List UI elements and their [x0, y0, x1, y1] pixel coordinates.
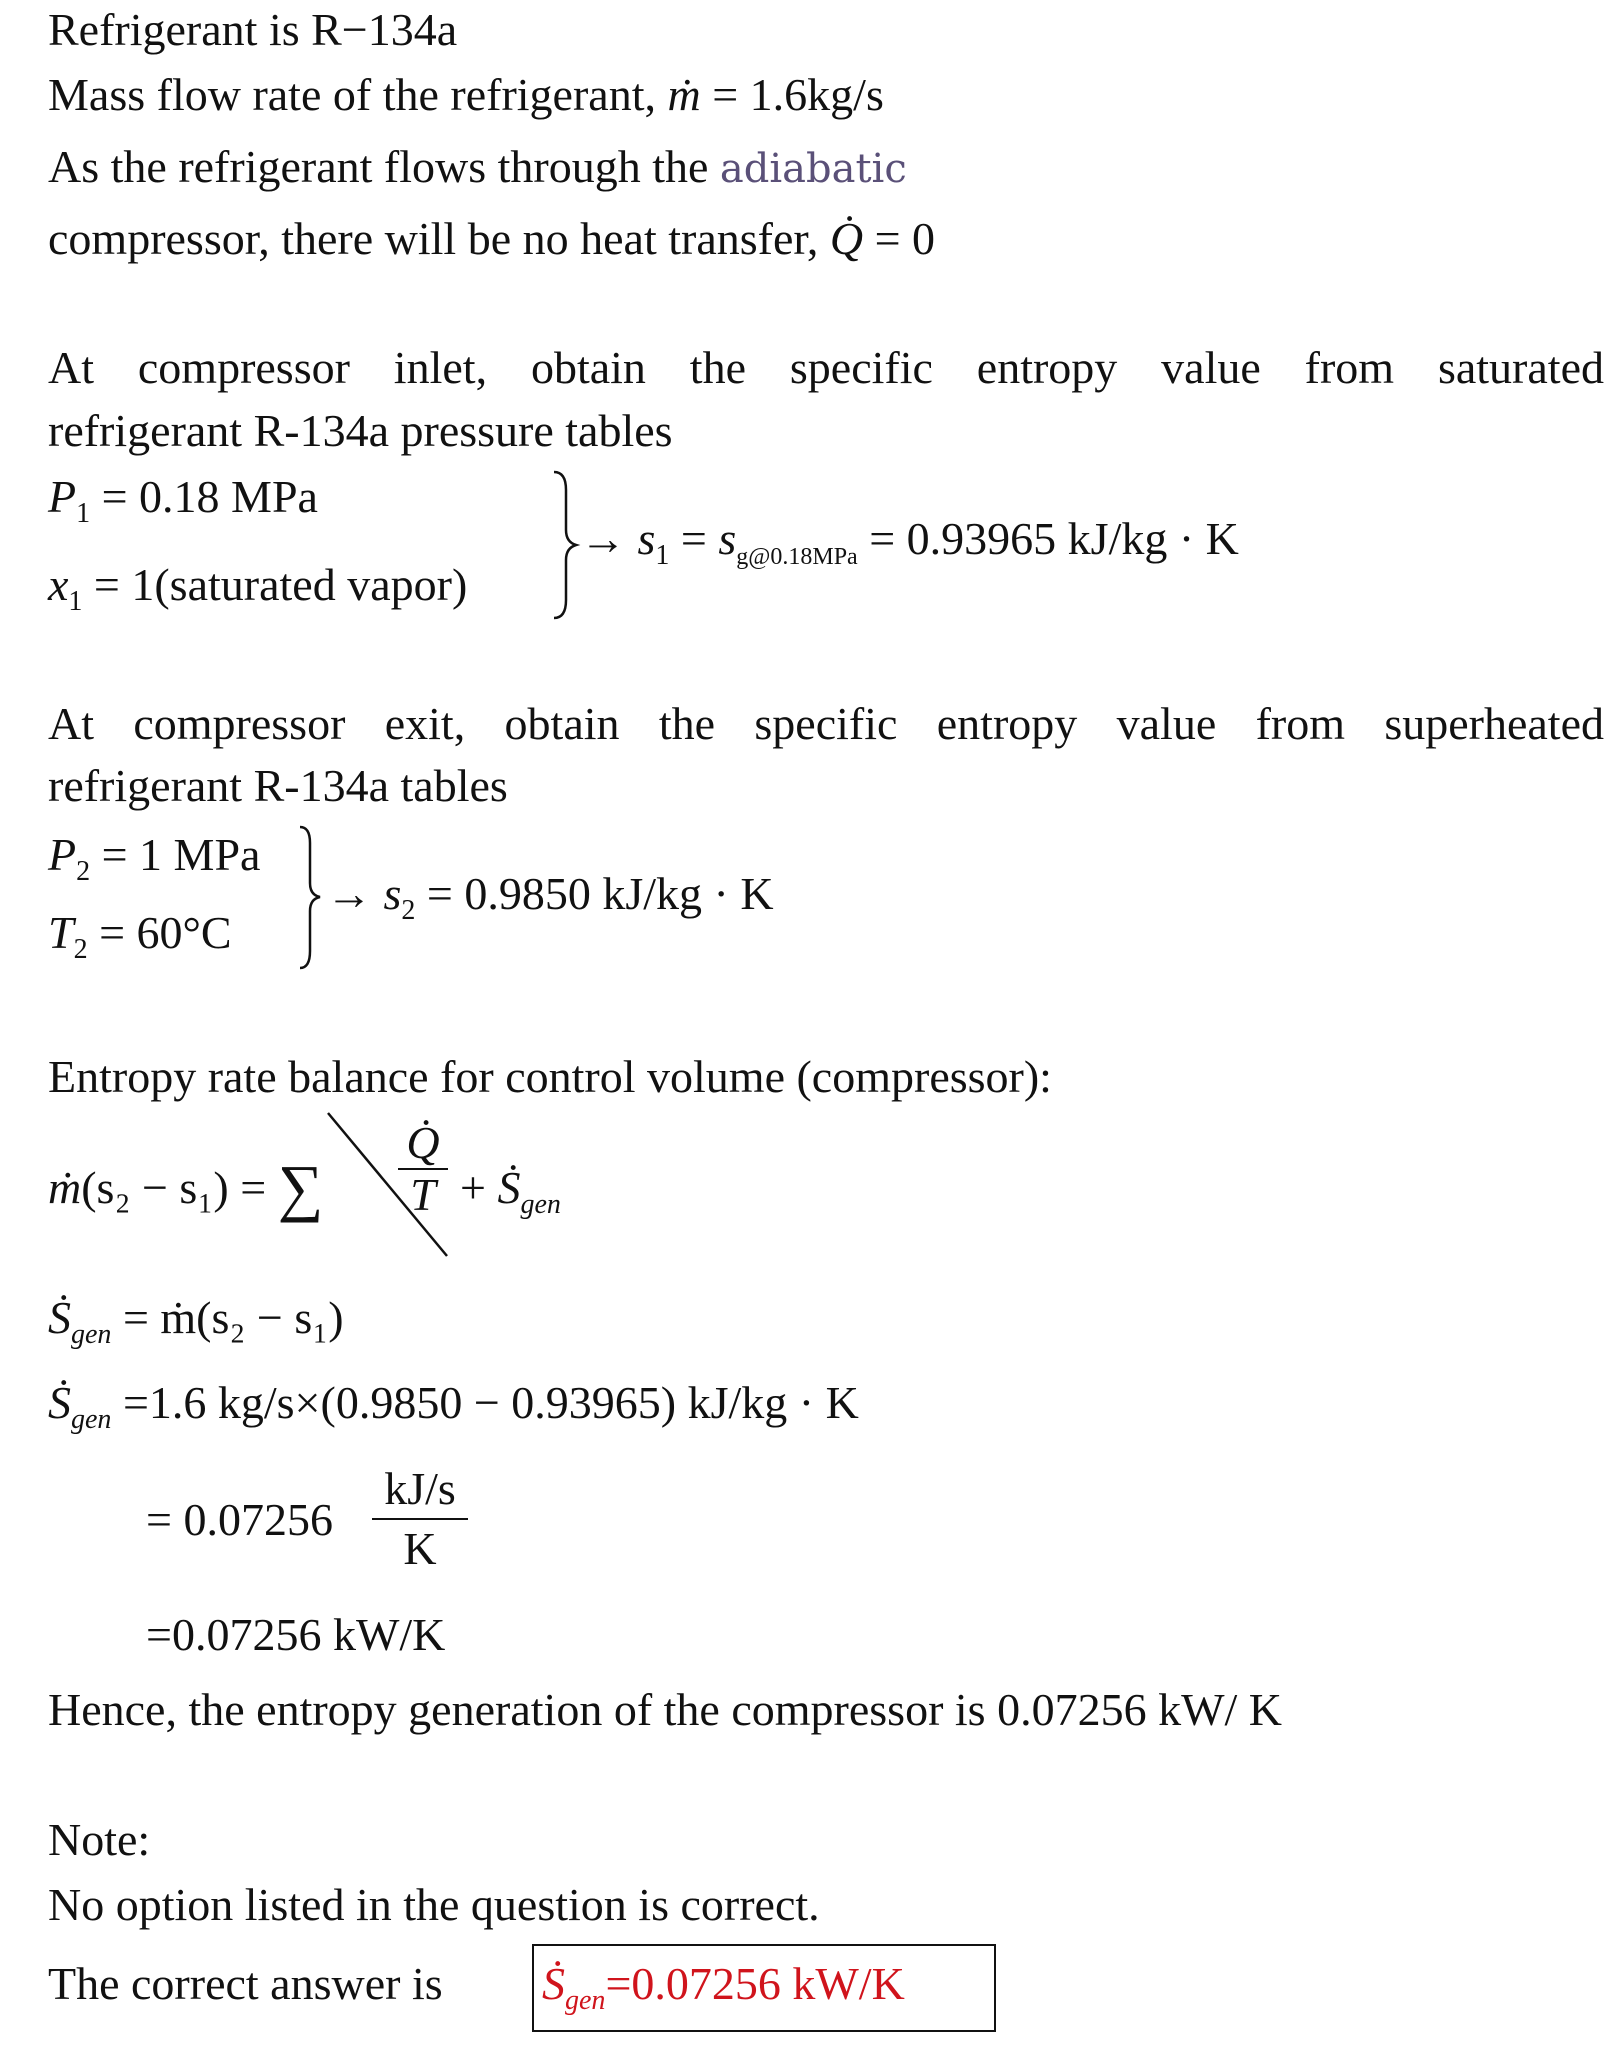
- inlet-brace-icon: [550, 470, 580, 620]
- exit-brace-icon: [296, 825, 326, 970]
- units-fraction: kJ/s K: [372, 1460, 468, 1578]
- heat-transfer-text: compressor, there will be no heat transfer,: [48, 213, 830, 264]
- answer-value: Ṡ$_{gen}$=0.07256 kW/K: [542, 1958, 905, 2016]
- inlet-heading-2: refrigerant R-134a pressure tables: [48, 405, 673, 456]
- adiabatic-line: [48, 137, 907, 197]
- s-gen-equation: Ṡ$_{gen}$ = ṁ(s₂ − s₁): [48, 1292, 344, 1350]
- s-gen-result: =0.07256 kW/K: [146, 1609, 446, 1660]
- strikethrough-icon: [325, 1110, 455, 1260]
- inlet-entropy: → $s_1 = s_{g@0.18MPa} = 0.93965$ kJ/kg · K: [580, 513, 1239, 571]
- balance-heading: Entropy rate balance for control volume (compressor):: [48, 1051, 1052, 1102]
- q-over-t-fraction: Q̇ T: [398, 1118, 448, 1220]
- entropy-balance-equation: ṁ(s₂ − s₁) = ∑: [48, 1152, 324, 1223]
- mass-flow-line: [48, 65, 884, 125]
- heat-transfer-value: = 0: [863, 213, 936, 264]
- exit-heading-2: refrigerant R-134a tables: [48, 760, 508, 811]
- inlet-pressure: $P_1 = 0.18$ MPa: [48, 471, 318, 529]
- q-dot-symbol: Q̇: [829, 213, 864, 264]
- m-dot-symbol: ṁ: [667, 69, 701, 120]
- mass-flow-value: = 1.6kg/s: [700, 69, 884, 120]
- inlet-heading: At compressor inlet, obtain the specific entropy value from saturated: [48, 342, 1604, 393]
- conclusion: Hence, the entropy generation of the compressor is 0.07256 kW/ K: [48, 1684, 1282, 1735]
- inlet-quality: $x_1$ = 1(saturated vapor): [48, 559, 468, 617]
- exit-entropy: → $s_2 = 0.9850$ kJ/kg · K: [326, 868, 774, 926]
- exit-temperature: $T_2 = 60^\circ C$: [48, 907, 232, 965]
- refrigerant-line: Refrigerant is R−134a: [48, 4, 458, 55]
- exit-pressure: $P_2 = 1$ MPa: [48, 829, 261, 887]
- adiabatic-highlight: adiabatic: [719, 146, 907, 192]
- adiabatic-text: As the refrigerant flows through the: [48, 141, 720, 192]
- s-gen-term: + Ṡ$_{gen}$: [460, 1162, 561, 1220]
- s-gen-substitution: Ṡ$_{gen}$ =1.6 kg/s×(0.9850 − 0.93965) kJ/kg · K: [48, 1377, 859, 1435]
- s-gen-result-fraction: = 0.07256: [146, 1494, 333, 1545]
- note-label: Note:: [48, 1814, 151, 1865]
- answer-prefix: The correct answer is: [48, 1958, 443, 2009]
- heat-transfer-line: [48, 209, 935, 269]
- note-text: No option listed in the question is correct.: [48, 1879, 820, 1930]
- exit-heading: At compressor exit, obtain the specific entropy value from superheated: [48, 698, 1604, 749]
- mass-flow-text: Mass flow rate of the refrigerant,: [48, 69, 668, 120]
